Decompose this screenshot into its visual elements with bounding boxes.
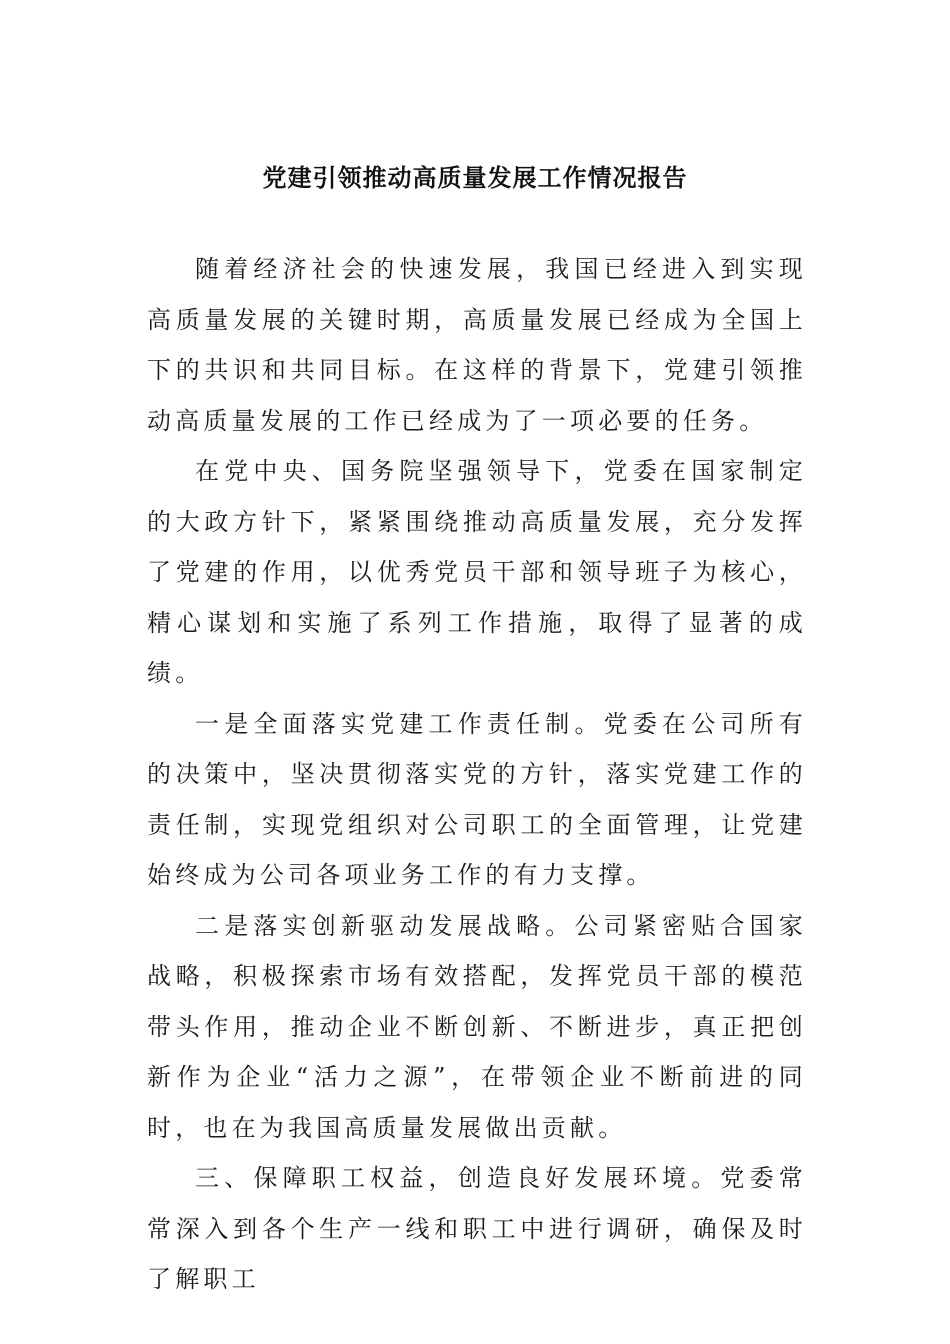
paragraph-point-three: 三、保障职工权益，创造良好发展环境。党委常常深入到各个生产一线和职工中进行调研，确保及时了解职工: [147, 1164, 807, 1293]
paragraph-point-one: 一是全面落实党建工作责任制。党委在公司所有的决策中，坚决贯彻落实党的方针，落实党建工作的责任制，实现党组织对公司职工的全面管理，让党建始终成为公司各项业务工作的有力支撑。: [147, 709, 807, 889]
paragraph-leadership: 在党中央、国务院坚强领导下，党委在国家制定的大政方针下，紧紧围绕推动高质量发展，充分发挥了党建的作用，以优秀党员干部和领导班子为核心，精心谋划和实施了系列工作措施，取得了显著的成绩。: [147, 457, 807, 687]
paragraph-intro: 随着经济社会的快速发展，我国已经进入到实现高质量发展的关键时期，高质量发展已经成为全国上下的共识和共同目标。在这样的背景下，党建引领推动高质量发展的工作已经成为了一项必要的任务。: [147, 255, 807, 435]
document-body: [147, 244, 807, 1305]
document-title: 党建引领推动高质量发展工作情况报告: [262, 163, 688, 192]
paragraph-point-two: 二是落实创新驱动发展战略。公司紧密贴合国家战略，积极探索市场有效搭配，发挥党员干部的模范带头作用，推动企业不断创新、不断进步，真正把创新作为企业“活力之源”，在带领企业不断前进的同时，也在为我国高质量发展做出贡献。: [147, 911, 807, 1142]
